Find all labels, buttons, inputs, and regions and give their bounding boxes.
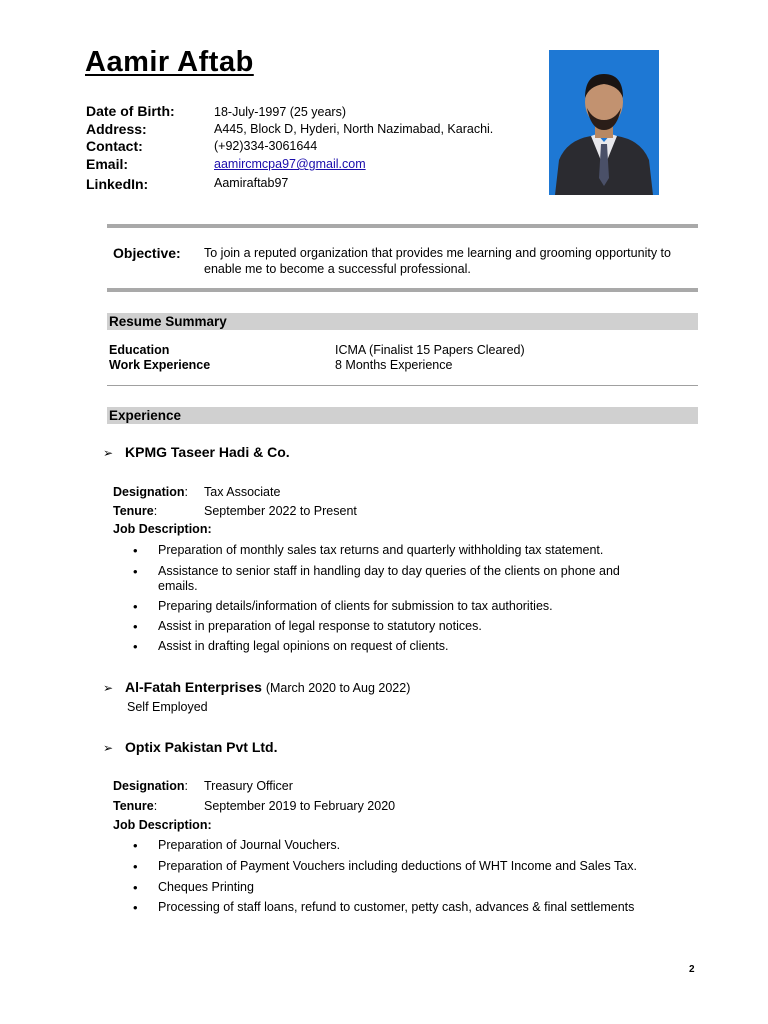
job-description-label: Job Description:	[113, 818, 212, 832]
arrow-bullet-icon: ➢	[103, 741, 114, 755]
dob-value: 18-July-1997 (25 years)	[214, 105, 347, 119]
tenure-value: September 2022 to Present	[204, 504, 357, 518]
company-name: Al-Fatah Enterprises	[125, 679, 262, 695]
profile-photo	[549, 50, 659, 195]
tenure-value: September 2019 to February 2020	[204, 799, 396, 813]
divider-bottom	[107, 288, 698, 292]
list-item: • Assistance to senior staff in handling day to day queries of the clients on phone and emails.	[133, 564, 643, 594]
dob-label: Date of Birth:	[86, 103, 175, 119]
list-item: • Preparation of monthly sales tax returns and quarterly withholding tax statement.	[133, 543, 643, 558]
kpmg-duties-list	[133, 543, 643, 654]
optix-duties-list	[133, 838, 673, 915]
work-experience-label: Work Experience	[109, 358, 211, 372]
designation-label: Designation:	[113, 485, 189, 499]
email-label: Email:	[86, 156, 129, 172]
contact-value: (+92)334-3061644	[214, 139, 318, 153]
list-item: • Cheques Printing	[133, 880, 673, 895]
page-number: 2	[689, 964, 695, 975]
arrow-bullet-icon: ➢	[103, 681, 114, 695]
company-optix	[103, 739, 277, 755]
designation-value: Tax Associate	[204, 485, 281, 499]
company-alfatah	[103, 679, 410, 695]
work-experience-value: 8 Months Experience	[335, 358, 453, 372]
portrait-icon	[549, 50, 659, 195]
objective-label: Objective:	[113, 245, 181, 261]
company-name: Optix Pakistan Pvt Ltd.	[125, 739, 278, 755]
designation-label: Designation:	[113, 779, 189, 793]
designation-value: Treasury Officer	[204, 779, 293, 793]
divider-top	[107, 224, 698, 228]
linkedin-label: LinkedIn:	[86, 176, 149, 192]
tenure-label: Tenure:	[113, 504, 158, 518]
list-item: • Assist in preparation of legal response to statutory notices.	[133, 619, 643, 634]
education-value: ICMA (Finalist 15 Papers Cleared)	[335, 343, 525, 357]
address-value: A445, Block D, Hyderi, North Nazimabad, Karachi.	[214, 122, 494, 136]
arrow-bullet-icon: ➢	[103, 446, 114, 460]
summary-divider	[107, 385, 698, 386]
experience-heading: Experience	[107, 407, 698, 424]
company-period: (March 2020 to Aug 2022)	[265, 681, 411, 695]
list-item: • Preparation of Journal Vouchers.	[133, 838, 673, 853]
email-link[interactable]: aamircmcpa97@gmail.com	[214, 157, 366, 171]
list-item: • Assist in drafting legal opinions on request of clients.	[133, 639, 643, 654]
list-item: • Processing of staff loans, refund to customer, petty cash, advances & final settlements	[133, 900, 673, 915]
address-label: Address:	[86, 121, 147, 137]
list-item: • Preparing details/information of clients for submission to tax authorities.	[133, 599, 643, 614]
company-name: KPMG Taseer Hadi & Co.	[125, 444, 290, 460]
candidate-name: Aamir Aftab	[85, 46, 254, 78]
email-value	[214, 157, 366, 171]
objective-text: To join a reputed organization that provides me learning and grooming opportunity to enable me to become a successful professional.	[204, 246, 671, 276]
company-kpmg	[103, 444, 290, 460]
job-description-label: Job Description:	[113, 522, 212, 536]
list-item: • Preparation of Payment Vouchers including deductions of WHT Income and Sales Tax.	[133, 859, 673, 874]
contact-label: Contact:	[86, 138, 143, 154]
resume-summary-heading: Resume Summary	[107, 313, 698, 330]
self-employed-note: Self Employed	[127, 700, 208, 714]
tenure-label: Tenure:	[113, 799, 158, 813]
education-label: Education	[109, 343, 170, 357]
linkedin-value: Aamiraftab97	[214, 176, 289, 190]
